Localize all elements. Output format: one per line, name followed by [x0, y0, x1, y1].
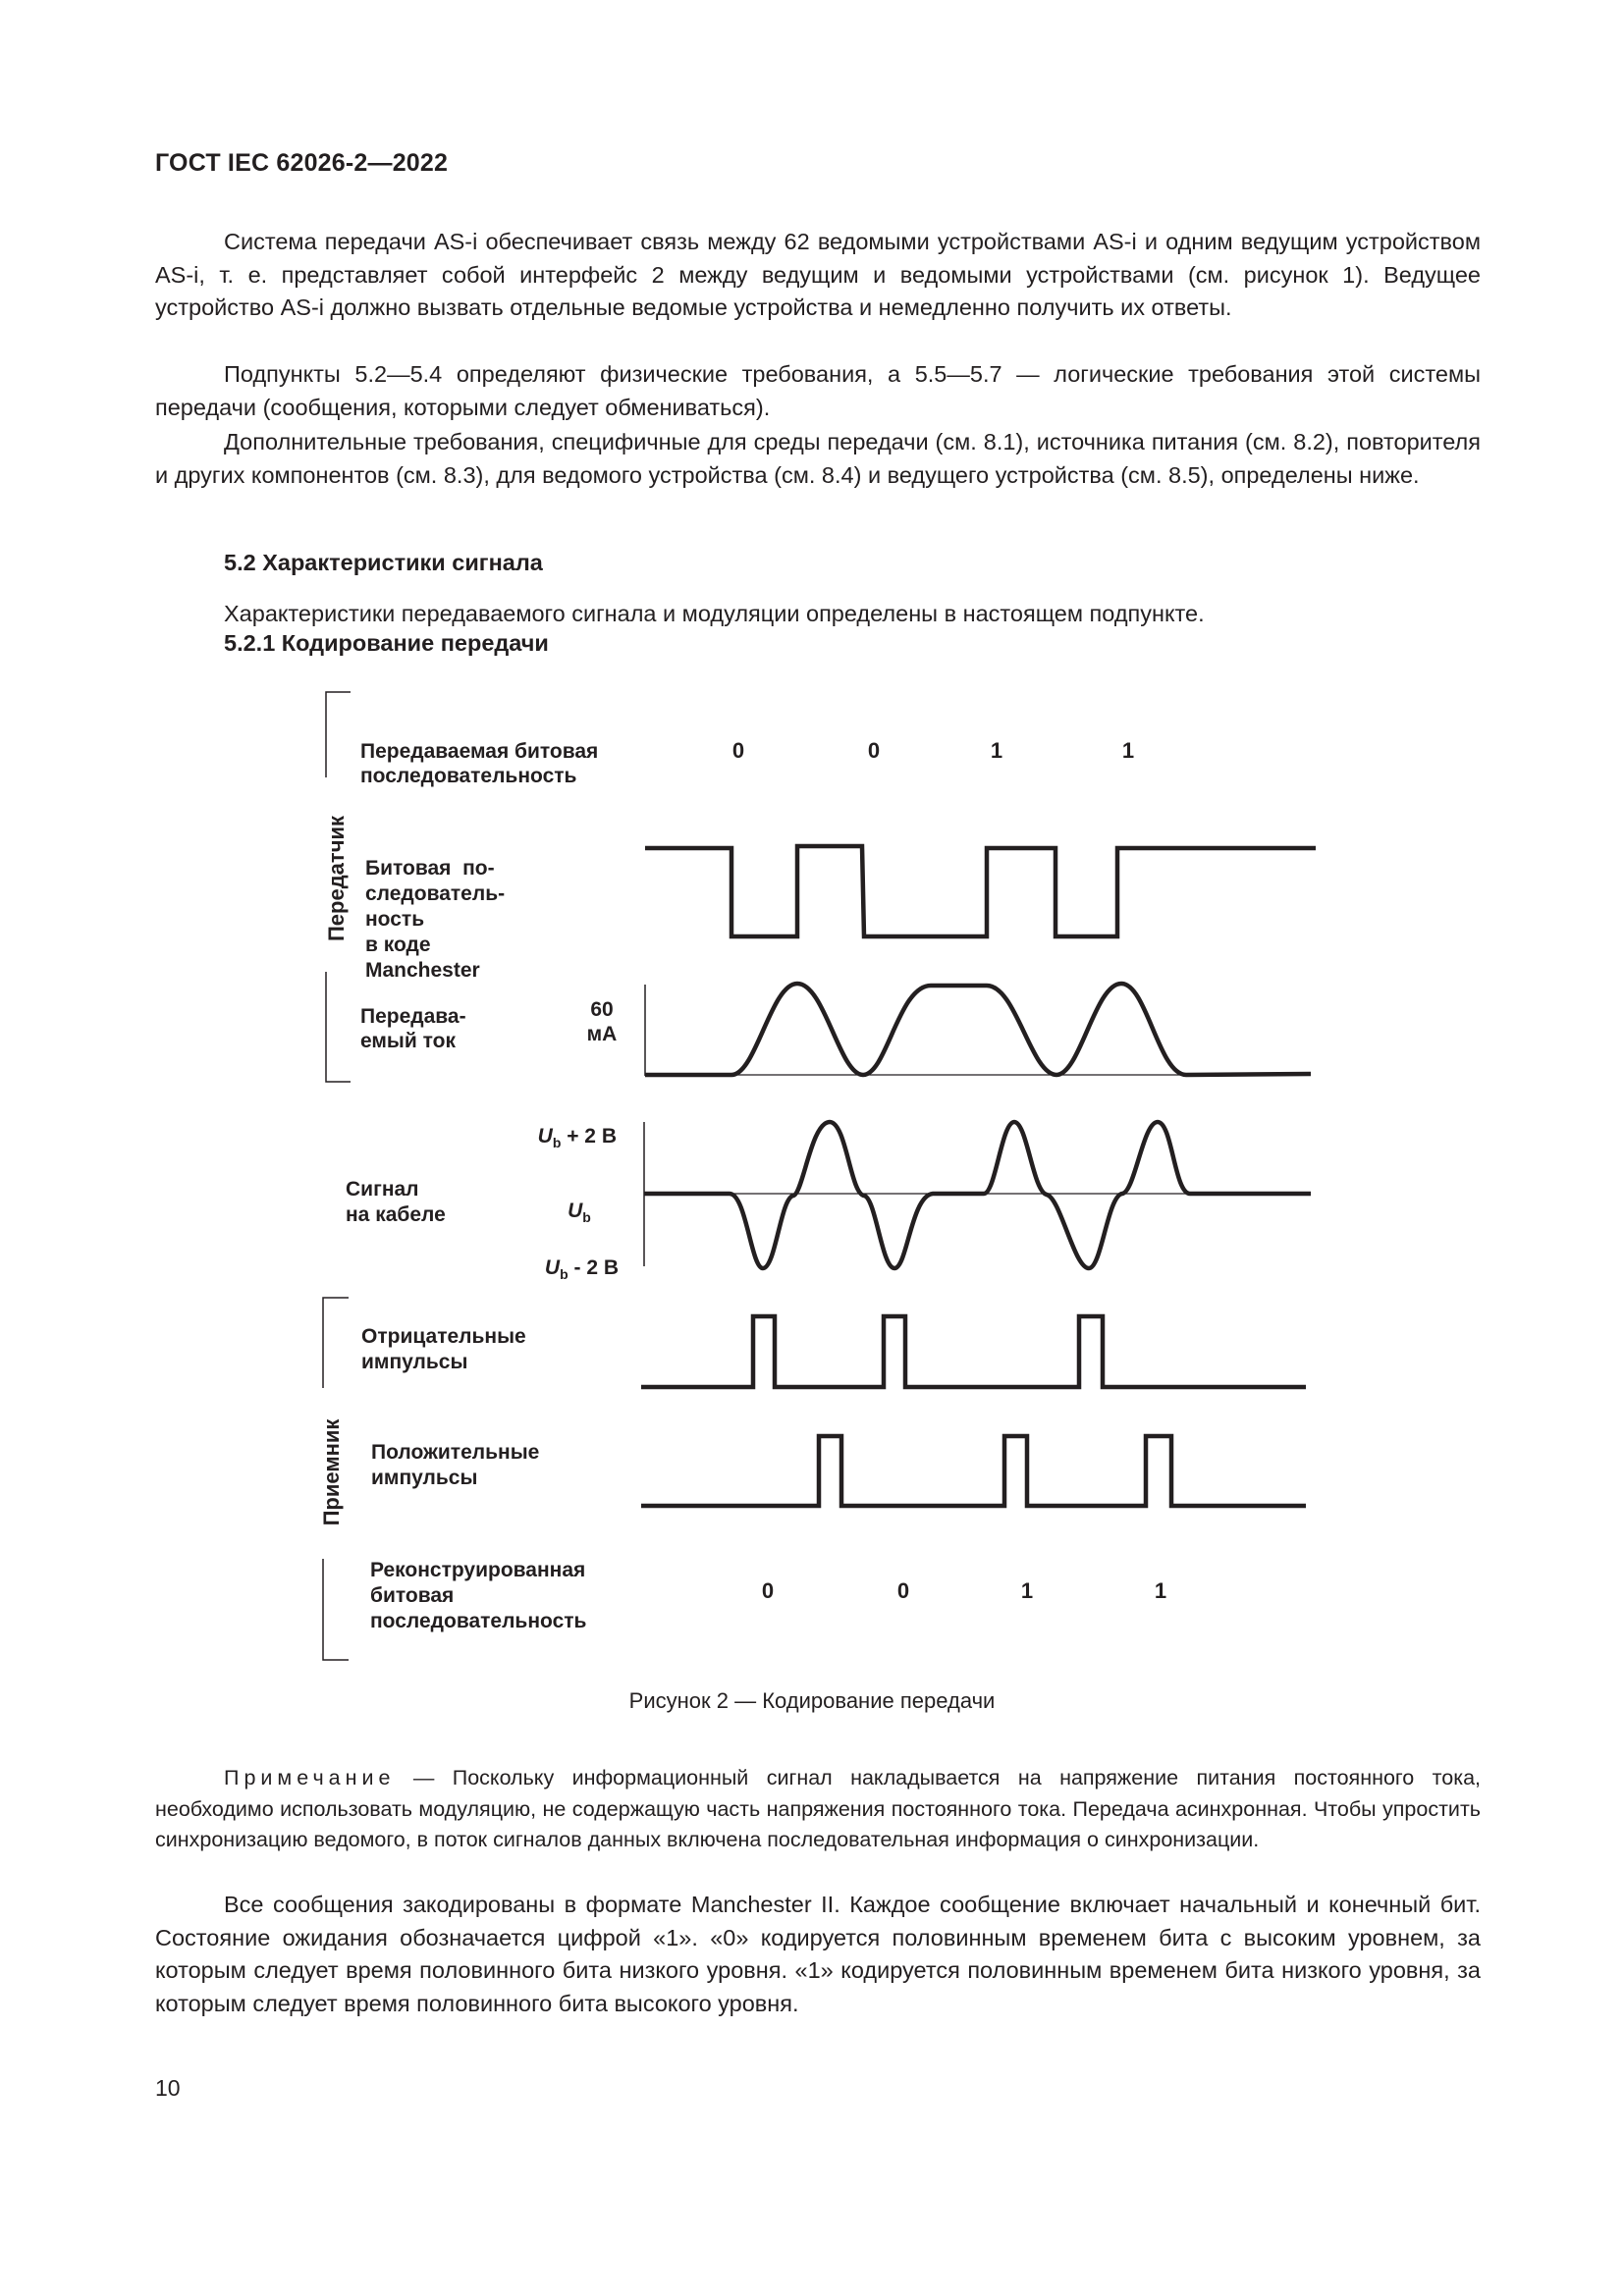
reconstructed-bit-1: 0: [761, 1578, 775, 1603]
transmitted-bits-label-line2: последовательность: [360, 765, 577, 787]
positive-pulses-label-line2: импульсы: [371, 1467, 478, 1489]
paragraph-intro: Система передачи AS-i обеспечивает связь между 62 ведомыми устройствами AS-i и одним ведущим устройством AS-i, т. е. представляет собой интерфейс 2 между ведущим и ведомыми устройствами (см. рисунок 1). Ведущее устройство AS-i должно вызвать отдельные ведомые устройства и немедленно получить их ответы.: [155, 229, 1481, 320]
figure-caption: Рисунок 2 — Кодирование передачи: [628, 1688, 996, 1713]
transmitted-bit-4: 1: [1121, 738, 1135, 763]
note-label: Примечание: [224, 1766, 396, 1789]
positive-pulses-label-line1: Положительные: [371, 1441, 540, 1464]
cable-signal-waveform: [644, 1122, 1311, 1268]
document-header-title: ГОСТ IEC 62026-2—2022: [155, 149, 449, 177]
manchester-label-line5: Manchester: [365, 959, 480, 982]
current-scale-value: 60: [590, 998, 614, 1021]
receiver-group-label: Приемник: [319, 1418, 344, 1526]
transmitted-bit-3: 1: [990, 738, 1003, 763]
manchester-label-line4: в коде: [365, 934, 431, 956]
section-heading-5-2-1: 5.2.1 Кодирование передачи: [224, 630, 549, 656]
current-label-line1: Передава-: [360, 1005, 466, 1028]
positive-pulses-waveform: [641, 1436, 1306, 1506]
manchester-waveform: [645, 846, 1316, 936]
current-scale-unit: мА: [586, 1023, 618, 1045]
manchester-label-line2: следователь-: [365, 882, 506, 905]
reconstructed-label-line2: битовая: [370, 1584, 455, 1607]
reconstructed-label-line1: Реконструированная: [370, 1559, 586, 1581]
reconstructed-bit-2: 0: [896, 1578, 910, 1603]
paragraph-subclauses: Подпункты 5.2—5.4 определяют физические требования, а 5.5—5.7 — логические требования этой системы передачи (сообщения, которыми следует обмениваться).: [155, 361, 1481, 420]
transmitter-group-label: Передатчик: [324, 815, 349, 942]
cable-upper-level-label: $U_b + 2$ В: [537, 1125, 617, 1150]
reconstructed-label-line3: последовательность: [370, 1610, 587, 1632]
manchester-label-line1: Битовая по-: [365, 857, 495, 880]
note-text: — Поскольку информационный сигнал накладывается на напряжение питания постоянного тока, необходимо использовать модуляцию, не содержащую часть напряжения постоянного тока. Передача асинхронная. Чтобы упростить синхронизацию ведомого, в поток сигналов данных включена последовательная информация о синхронизации.: [155, 1766, 1481, 1851]
current-label-line2: емый ток: [360, 1030, 456, 1052]
reconstructed-bit-4: 1: [1154, 1578, 1167, 1603]
negative-pulses-label-line2: импульсы: [361, 1351, 468, 1373]
section-heading-5-2: 5.2 Характеристики сигнала: [224, 550, 543, 575]
note-paragraph: [155, 1763, 1481, 1856]
transmitted-bits-label-line1: Передаваемая битовая: [360, 740, 599, 763]
paragraph-manchester-encoding: Все сообщения закодированы в формате Manchester II. Каждое сообщение включает начальный и конечный бит. Состояние ожидания обозначается цифрой «1». «0» кодируется половинным временем бита с высоким уровнем, за которым следует время половинного бита низкого уровня. «1» кодируется половинным временем бита низкого уровня, за которым следует время половинного бита высокого уровня.: [155, 1892, 1481, 2016]
current-waveform: [645, 984, 1311, 1075]
transmitted-bit-2: 0: [867, 738, 881, 763]
cable-baseline-level-label: $U_b$: [568, 1200, 591, 1225]
manchester-label-line3: ность: [365, 908, 425, 931]
cable-label-line2: на кабеле: [346, 1203, 446, 1226]
cable-label-line1: Сигнал: [346, 1178, 419, 1201]
reconstructed-bit-3: 1: [1020, 1578, 1034, 1603]
transmitted-bit-1: 0: [731, 738, 745, 763]
paragraph-additional-requirements: Дополнительные требования, специфичные для среды передачи (см. 8.1), источника питания (см. 8.2), повторителя и других компонентов (см. 8.3), для ведомого устройства (см. 8.4) и ведущего устройства (см. 8.5), определены ниже.: [155, 429, 1481, 488]
cable-lower-level-label: $U_b - 2$ В: [544, 1256, 619, 1282]
page-number: 10: [155, 2075, 181, 2101]
paragraph-signal-characteristics: Характеристики передаваемого сигнала и модуляции определены в настоящем подпункте.: [224, 601, 1205, 626]
negative-pulses-waveform: [641, 1316, 1306, 1387]
negative-pulses-label-line1: Отрицательные: [361, 1325, 526, 1348]
